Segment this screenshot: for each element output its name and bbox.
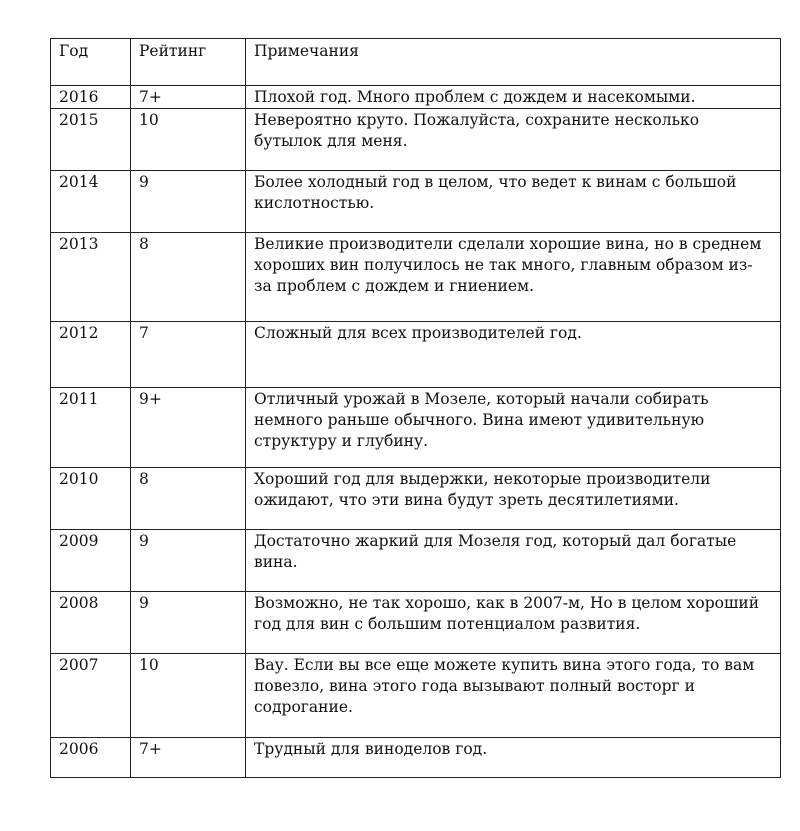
cell-notes: Сложный для всех производителей год. — [246, 322, 781, 388]
cell-notes: Невероятно круто. Пожалуйста, сохраните несколько бутылок для меня. — [246, 109, 781, 171]
cell-year: 2011 — [51, 388, 131, 468]
cell-notes: Вау. Если вы все еще можете купить вина этого года, то вам повезло, вина этого года вызывают полный восторг и содрогание. — [246, 654, 781, 738]
cell-notes: Отличный урожай в Мозеле, который начали собирать немного раньше обычного. Вина имеют удивительную структуру и глубину. — [246, 388, 781, 468]
table-row — [51, 322, 781, 388]
cell-rating: 8 — [131, 468, 246, 530]
cell-year: 2016 — [51, 86, 131, 109]
table-row — [51, 530, 781, 592]
cell-notes: Хороший год для выдержки, некоторые производители ожидают, что эти вина будут зреть десятилетиями. — [246, 468, 781, 530]
cell-rating: 10 — [131, 654, 246, 738]
cell-rating: 9 — [131, 592, 246, 654]
cell-year: 2009 — [51, 530, 131, 592]
table-row — [51, 171, 781, 233]
cell-year: 2012 — [51, 322, 131, 388]
table-row — [51, 592, 781, 654]
table-header-row — [51, 39, 781, 86]
table-row — [51, 233, 781, 322]
cell-notes: Достаточно жаркий для Мозеля год, который дал богатые вина. — [246, 530, 781, 592]
cell-rating: 9 — [131, 171, 246, 233]
table-row — [51, 654, 781, 738]
cell-year: 2008 — [51, 592, 131, 654]
table-row — [51, 388, 781, 468]
cell-year: 2007 — [51, 654, 131, 738]
cell-year: 2010 — [51, 468, 131, 530]
table-row — [51, 738, 781, 778]
cell-rating: 7+ — [131, 738, 246, 778]
cell-notes: Великие производители сделали хорошие вина, но в среднем хороших вин получилось не так много, главным образом из-за проблем с дождем и гниением. — [246, 233, 781, 322]
table-row — [51, 109, 781, 171]
cell-rating: 10 — [131, 109, 246, 171]
table-row — [51, 468, 781, 530]
cell-notes: Более холодный год в целом, что ведет к винам с большой кислотностью. — [246, 171, 781, 233]
table-row — [51, 86, 781, 109]
cell-notes: Возможно, не так хорошо, как в 2007-м, Но в целом хороший год для вин с большим потенциалом развития. — [246, 592, 781, 654]
cell-rating: 9+ — [131, 388, 246, 468]
cell-year: 2006 — [51, 738, 131, 778]
cell-rating: 7+ — [131, 86, 246, 109]
cell-notes: Плохой год. Много проблем с дождем и насекомыми. — [246, 86, 781, 109]
header-year: Год — [51, 39, 131, 86]
cell-rating: 9 — [131, 530, 246, 592]
cell-year: 2014 — [51, 171, 131, 233]
cell-year: 2015 — [51, 109, 131, 171]
cell-year: 2013 — [51, 233, 131, 322]
header-rating: Рейтинг — [131, 39, 246, 86]
cell-rating: 7 — [131, 322, 246, 388]
cell-rating: 8 — [131, 233, 246, 322]
cell-notes: Трудный для виноделов год. — [246, 738, 781, 778]
vintage-table — [50, 38, 781, 778]
header-notes: Примечания — [246, 39, 781, 86]
